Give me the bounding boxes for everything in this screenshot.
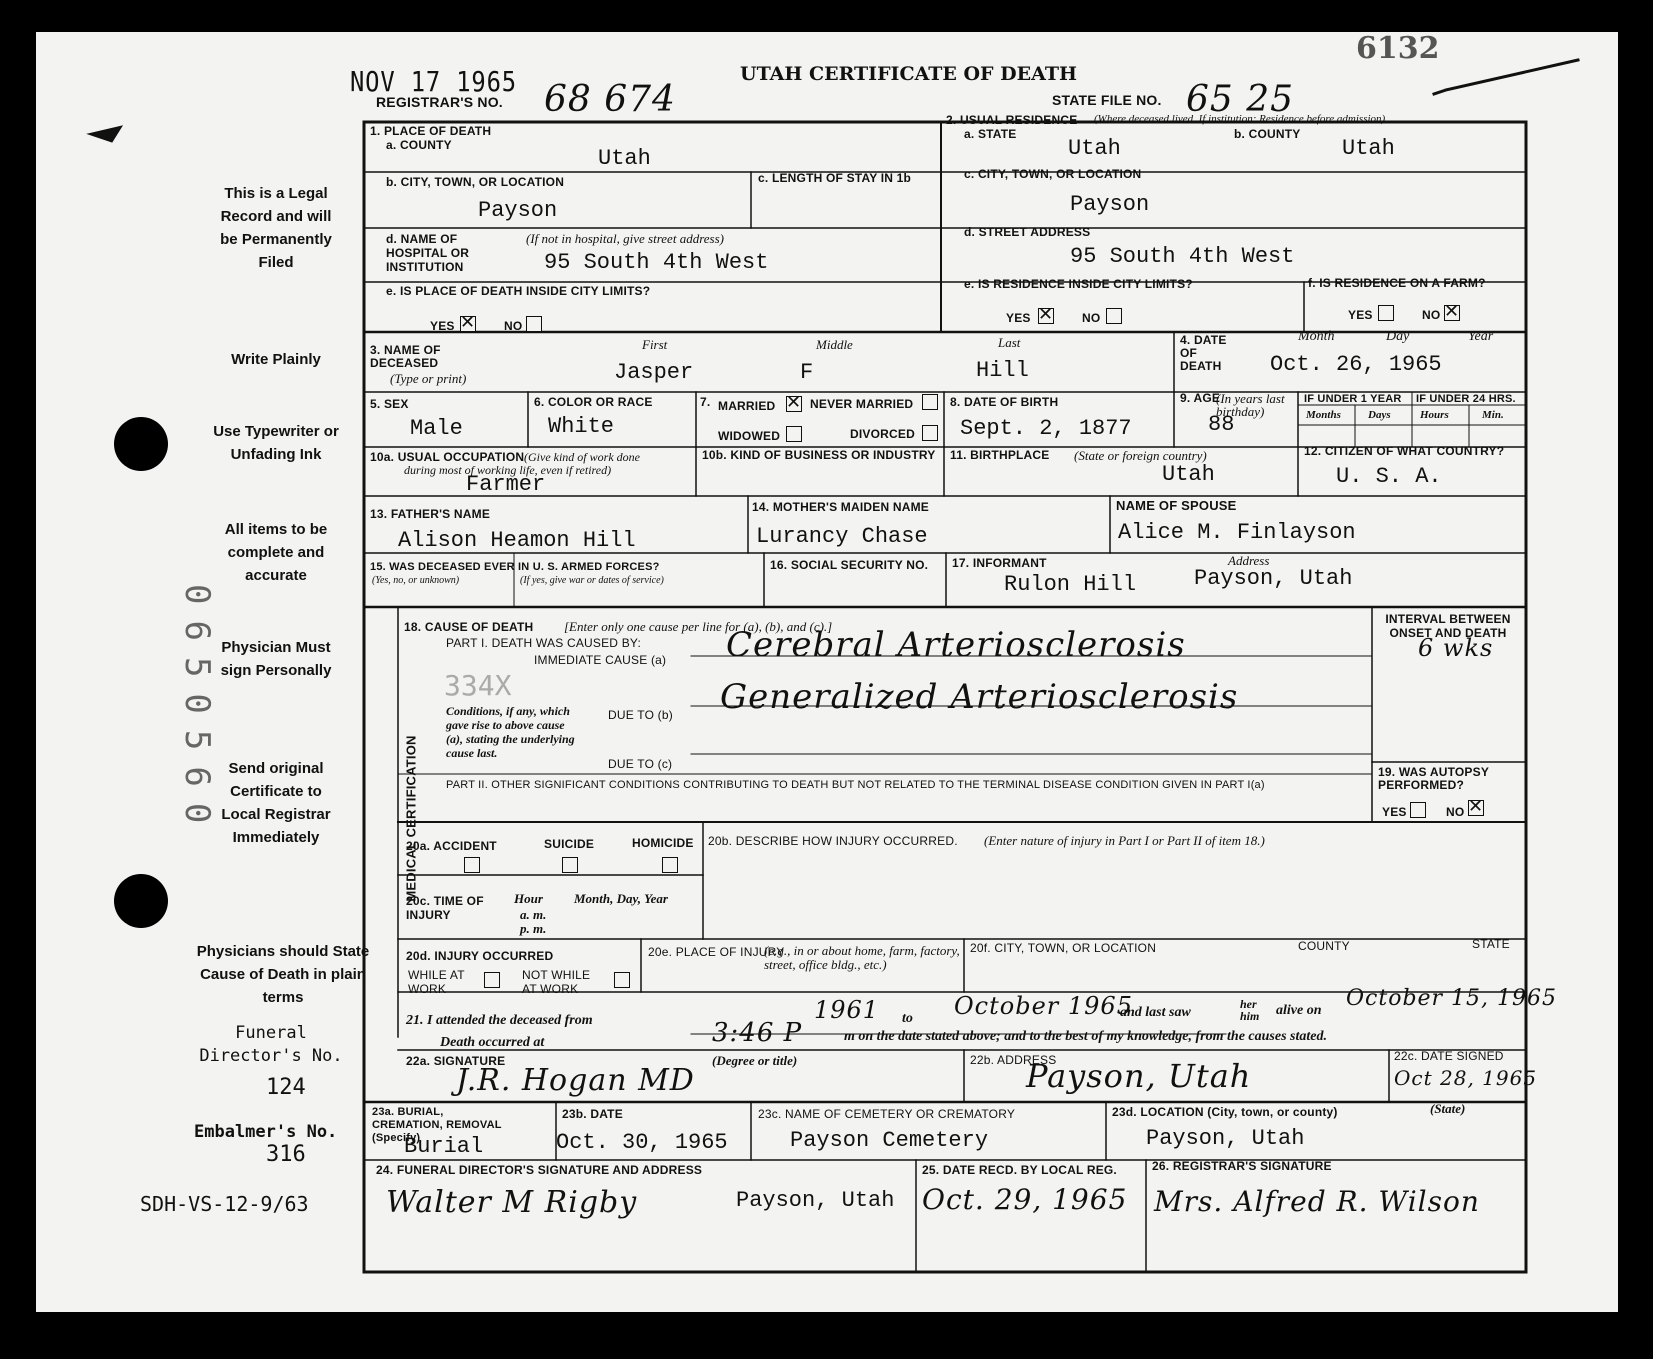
label-funeral-director: 24. FUNERAL DIRECTOR'S SIGNATURE AND ADDRESS — [376, 1163, 703, 1177]
label-part1: PART I. DEATH WAS CAUSED BY: — [446, 636, 641, 650]
funeral-director-no: 124 — [266, 1075, 306, 1100]
value-first-name: Jasper — [614, 360, 694, 385]
label-last-saw: and last saw — [1120, 1005, 1191, 1020]
label-birthplace: 11. BIRTHPLACE — [950, 448, 1050, 462]
label-homicide: HOMICIDE — [632, 836, 694, 850]
label-months: Months — [1306, 409, 1341, 421]
autopsy-yes-checkbox[interactable] — [1410, 802, 1426, 818]
registrar-no: 68 674 — [544, 79, 676, 120]
label-mother: 14. MOTHER'S MAIDEN NAME — [752, 500, 930, 514]
yes-label: YES — [1382, 805, 1407, 819]
label-alive-on: alive on — [1276, 1003, 1322, 1018]
label-am: a. m. — [520, 907, 547, 922]
label-m-on-date: m on the date stated above; and to the best of my knowledge, from the causes stated. — [844, 1029, 1327, 1044]
value-date-of-death: Oct. 26, 1965 — [1270, 352, 1442, 377]
label-county: a. COUNTY — [386, 138, 452, 152]
value-spouse: Alice M. Finlayson — [1118, 520, 1356, 545]
label-cause-of-death: 18. CAUSE OF DEATH — [404, 620, 534, 634]
farm-no-checkbox[interactable] — [1444, 305, 1460, 321]
no-label: NO — [504, 319, 523, 333]
label-inside-city: e. IS PLACE OF DEATH INSIDE CITY LIMITS? — [386, 284, 651, 298]
res-in-city-no-checkbox[interactable] — [1106, 308, 1122, 324]
value-cemetery-location: Payson, Utah — [1146, 1126, 1305, 1151]
value-father: Alison Heamon Hill — [398, 528, 636, 553]
label-month: Month — [1298, 329, 1335, 344]
value-attended-to: October 1965 — [954, 992, 1133, 1020]
married-checkbox[interactable] — [786, 396, 802, 412]
label-race: 6. COLOR OR RACE — [534, 395, 653, 409]
label-hour: Hour — [514, 891, 543, 906]
punch-hole — [114, 874, 168, 928]
received-date-stamp: NOV 17 1965 — [350, 65, 517, 98]
farm-yes-checkbox[interactable] — [1378, 305, 1394, 321]
value-res-street: 95 South 4th West — [1070, 244, 1295, 269]
label-res-inside-city: e. IS RESIDENCE INSIDE CITY LIMITS? — [964, 277, 1193, 291]
label-usual-residence: 2. USUAL RESIDENCE — [946, 113, 1078, 127]
while-at-work-checkbox[interactable] — [484, 972, 500, 988]
label-medical-certification: MEDICAL CERTIFICATION — [403, 735, 419, 902]
label-social-security: 16. SOCIAL SECURITY NO. — [770, 558, 929, 572]
label-date-received: 25. DATE RECD. BY LOCAL REG. — [922, 1163, 1117, 1177]
yes-label: YES — [430, 319, 455, 333]
label-suicide: SUICIDE — [544, 837, 595, 851]
label-not-while-at-work: NOT WHILE AT WORK — [522, 968, 591, 996]
label-month-day-year: Month, Day, Year — [574, 891, 668, 906]
value-race: White — [548, 414, 615, 439]
punch-hole — [114, 417, 168, 471]
state-file-no: 65 25 — [1186, 79, 1295, 120]
death-in-city-yes-checkbox[interactable] — [460, 316, 476, 332]
value-hospital: 95 South 4th West — [544, 250, 769, 275]
label-res-street: d. STREET ADDRESS — [964, 225, 1091, 239]
hint-occupation-2: during most of working life, even if retired) — [404, 463, 612, 477]
label-age: 9. AGE — [1180, 391, 1221, 405]
label-informant: 17. INFORMANT — [952, 556, 1047, 570]
value-burial-date: Oct. 30, 1965 — [556, 1130, 728, 1155]
label-date-of-death: 4. DATE OF DEATH — [1180, 333, 1227, 373]
label-while-at-work: WHILE AT WORK — [408, 968, 465, 996]
value-physician-address: Payson, Utah — [1026, 1057, 1252, 1095]
label-part2: PART II. OTHER SIGNIFICANT CONDITIONS CONTRIBUTING TO DEATH BUT NOT RELATED TO THE TERMINAL DISEASE CONDITION GIVEN IN PART I(a) — [446, 779, 1265, 791]
label-father: 13. FATHER'S NAME — [370, 507, 491, 521]
label-farm: f. IS RESIDENCE ON A FARM? — [1308, 276, 1486, 290]
label-last: Last — [998, 335, 1021, 350]
label-res-county: b. COUNTY — [1234, 127, 1301, 141]
value-mother: Lurancy Chase — [756, 524, 928, 549]
hint-age: (In years last birthday) — [1216, 391, 1285, 419]
label-injury-county: COUNTY — [1298, 939, 1350, 953]
label-immediate-cause: IMMEDIATE CAUSE (a) — [534, 653, 667, 667]
value-attended-from: 1961 — [814, 996, 880, 1024]
label-cemetery-location: 23d. LOCATION (City, town, or county) — [1112, 1105, 1338, 1119]
label-under-1-year: IF UNDER 1 YEAR — [1304, 393, 1402, 405]
value-res-city: Payson — [1070, 192, 1150, 217]
label-under-24-hrs: IF UNDER 24 HRS. — [1416, 393, 1516, 405]
value-registrar-signature: Mrs. Alfred R. Wilson — [1154, 1185, 1480, 1218]
hint-name: (Type or print) — [390, 371, 467, 386]
label-citizen: 12. CITIZEN OF WHAT COUNTRY? — [1304, 444, 1505, 458]
label-divorced: DIVORCED — [850, 427, 915, 441]
note-typewriter: Use Typewriter or Unfading Ink — [213, 423, 339, 463]
label-physician-address: 22b. ADDRESS — [970, 1053, 1057, 1067]
label-to: to — [902, 1011, 913, 1026]
value-citizen: U. S. A. — [1336, 464, 1442, 489]
note-send-original: Send original Certificate to Local Registrar Immediately — [221, 760, 331, 846]
value-city: Payson — [478, 198, 558, 223]
label-hours: Hours — [1420, 409, 1449, 421]
label-min: Min. — [1482, 409, 1504, 421]
label-due-to-c: DUE TO (c) — [608, 757, 673, 771]
no-label: NO — [1422, 308, 1441, 322]
label-due-to-b: DUE TO (b) — [608, 708, 673, 722]
label-burial-date: 23b. DATE — [562, 1107, 623, 1121]
value-birthplace: Utah — [1162, 462, 1215, 487]
no-label: NO — [1446, 805, 1465, 819]
label-accident: 20a. ACCIDENT — [406, 839, 497, 853]
certificate-sheet — [36, 32, 1618, 1312]
label-day: Day — [1386, 329, 1410, 344]
hint-armed-1: (Yes, no, or unknown) — [372, 575, 460, 586]
value-date-signed: Oct 28, 1965 — [1394, 1066, 1538, 1090]
label-signature: 22a. SIGNATURE — [406, 1054, 506, 1068]
label-days: Days — [1368, 409, 1391, 421]
value-date-of-birth: Sept. 2, 1877 — [960, 416, 1132, 441]
label-interval: INTERVAL BETWEEN ONSET AND DEATH — [1385, 612, 1511, 640]
label-hospital: d. NAME OF HOSPITAL OR INSTITUTION — [386, 232, 470, 274]
autopsy-no-checkbox[interactable] — [1468, 800, 1484, 816]
note-write-plainly: Write Plainly — [231, 351, 321, 368]
note-legal-record: This is a Legal Record and will be Permanently Filed — [220, 185, 332, 271]
label-attended-from: 21. I attended the deceased from — [406, 1013, 593, 1028]
value-interval: 6 wks — [1418, 634, 1494, 662]
label-injury-state: STATE — [1472, 937, 1510, 951]
label-name: 3. NAME OF DECEASED — [370, 343, 441, 370]
hint-usual-residence: (Where deceased lived. If institution: Residence before admission) — [1094, 113, 1386, 125]
value-physician-signature: J.R. Hogan MD — [456, 1063, 695, 1098]
label-never-married: NEVER MARRIED — [810, 397, 914, 411]
value-burial: Burial — [404, 1134, 484, 1159]
label-date-signed: 22c. DATE SIGNED — [1394, 1049, 1504, 1063]
hint-occupation-1: (Give kind of work done — [524, 450, 640, 464]
value-age: 88 — [1208, 412, 1235, 437]
res-in-city-yes-checkbox[interactable] — [1038, 308, 1054, 324]
value-informant: Rulon Hill — [1004, 572, 1137, 597]
label-res-city: c. CITY, TOWN, OR LOCATION — [964, 167, 1142, 181]
corner-number: 6132 — [1356, 31, 1440, 66]
value-county: Utah — [598, 146, 651, 171]
coding-stamp: 334X — [444, 669, 512, 702]
value-cemetery: Payson Cemetery — [790, 1128, 989, 1153]
hint-birthplace: (State or foreign country) — [1074, 448, 1207, 463]
label-year: Year — [1468, 329, 1494, 344]
label-occupation: 10a. USUAL OCCUPATION — [370, 450, 525, 464]
funeral-director-label: Funeral Director's No. — [199, 1023, 343, 1066]
label-place-of-death: 1. PLACE OF DEATH — [370, 124, 492, 138]
label-city: b. CITY, TOWN, OR LOCATION — [386, 175, 565, 189]
value-funeral-director-address: Payson, Utah — [736, 1188, 895, 1213]
hint-cause: [Enter only one cause per line for (a), (b), and (c).] — [564, 619, 833, 634]
value-cause-a: Cerebral Arteriosclerosis — [726, 625, 1186, 665]
label-place-of-injury: 20e. PLACE OF INJURY — [648, 945, 785, 959]
hint-how-injury: (Enter nature of injury in Part I or Part II of item 18.) — [984, 833, 1265, 848]
vertical-serial: 0650560 — [177, 584, 217, 840]
value-res-county: Utah — [1342, 136, 1395, 161]
value-date-received: Oct. 29, 1965 — [922, 1183, 1128, 1216]
label-date-of-birth: 8. DATE OF BIRTH — [950, 395, 1059, 409]
label-middle: Middle — [816, 337, 853, 352]
note-cause-plain: Physicians should State Cause of Death in plain terms — [196, 943, 370, 1006]
value-sex: Male — [410, 416, 463, 441]
label-burial: 23a. BURIAL, CREMATION, REMOVAL (Specify) — [372, 1106, 502, 1144]
no-label: NO — [1082, 311, 1101, 325]
hint-hospital: (If not in hospital, give street address) — [526, 231, 724, 246]
label-her-him: her him — [1240, 997, 1260, 1023]
label-business: 10b. KIND OF BUSINESS OR INDUSTRY — [702, 448, 936, 462]
label-first: First — [642, 337, 668, 352]
label-armed-forces: 15. WAS DECEASED EVER IN U. S. ARMED FORCES? — [370, 561, 660, 573]
label-conditions: Conditions, if any, which gave rise to above cause (a), stating the underlying cause last. — [446, 704, 575, 760]
note-physician-sign: Physician Must sign Personally — [220, 639, 332, 679]
form-code: SDH-VS-12-9/63 — [140, 1192, 309, 1216]
label-degree: (Degree or title) — [712, 1053, 798, 1068]
label-time-of-injury: 20c. TIME OF INJURY — [406, 894, 484, 922]
divorced-checkbox[interactable] — [922, 425, 938, 441]
state-file-label: STATE FILE NO. — [1052, 92, 1162, 108]
label-res-state: a. STATE — [964, 127, 1017, 141]
label-how-injury: 20b. DESCRIBE HOW INJURY OCCURRED. — [708, 834, 958, 848]
never-married-checkbox[interactable] — [922, 394, 938, 410]
label-married: MARRIED — [718, 399, 776, 413]
accident-checkbox[interactable] — [464, 857, 480, 873]
label-injury-city: 20f. CITY, TOWN, OR LOCATION — [970, 941, 1157, 955]
label-informant-address: Address — [1228, 553, 1270, 568]
hint-place-of-injury: (e.g., in or about home, farm, factory, street, office bldg., etc.) — [764, 943, 960, 972]
value-middle-name: F — [800, 360, 814, 385]
label-injury-occurred: 20d. INJURY OCCURRED — [406, 949, 554, 963]
label-length-of-stay: c. LENGTH OF STAY IN 1b — [758, 171, 912, 185]
embalmer-no: 316 — [266, 1142, 306, 1167]
note-complete: All items to be complete and accurate — [224, 521, 328, 584]
label-sex: 5. SEX — [370, 397, 409, 411]
value-occupation: Farmer — [466, 472, 546, 497]
label-spouse: NAME OF SPOUSE — [1116, 498, 1237, 513]
form-title: UTAH CERTIFICATE OF DEATH — [740, 63, 1077, 85]
not-while-at-work-checkbox[interactable] — [614, 972, 630, 988]
value-funeral-director-signature: Walter M Rigby — [386, 1185, 638, 1220]
label-widowed: WIDOWED — [718, 429, 781, 443]
suicide-checkbox[interactable] — [562, 857, 578, 873]
death-in-city-no-checkbox[interactable] — [526, 316, 542, 332]
hint-armed-2: (If yes, give war or dates of service) — [520, 575, 664, 586]
value-res-state: Utah — [1068, 136, 1121, 161]
yes-label: YES — [1348, 308, 1373, 322]
label-autopsy: 19. WAS AUTOPSY PERFORMED? — [1378, 765, 1489, 792]
label-registrar-signature: 26. REGISTRAR'S SIGNATURE — [1152, 1159, 1332, 1173]
label-state-paren: (State) — [1430, 1101, 1466, 1116]
value-cause-b: Generalized Arteriosclerosis — [720, 677, 1239, 717]
yes-label: YES — [1006, 311, 1031, 325]
value-alive-on: October 15, 1965 — [1346, 986, 1558, 1011]
value-informant-address: Payson, Utah — [1194, 566, 1353, 591]
label-marital: 7. — [700, 395, 711, 409]
homicide-checkbox[interactable] — [662, 857, 678, 873]
widowed-checkbox[interactable] — [786, 426, 802, 442]
value-death-time: 3:46 P — [712, 1018, 803, 1048]
embalmer-label: Embalmer's No. — [194, 1122, 338, 1142]
registrar-no-label: REGISTRAR'S NO. — [376, 94, 503, 110]
label-pm: p. m. — [520, 921, 547, 936]
label-cemetery: 23c. NAME OF CEMETERY OR CREMATORY — [758, 1107, 1016, 1121]
label-death-occurred: Death occurred at — [440, 1035, 545, 1050]
value-last-name: Hill — [976, 358, 1029, 383]
